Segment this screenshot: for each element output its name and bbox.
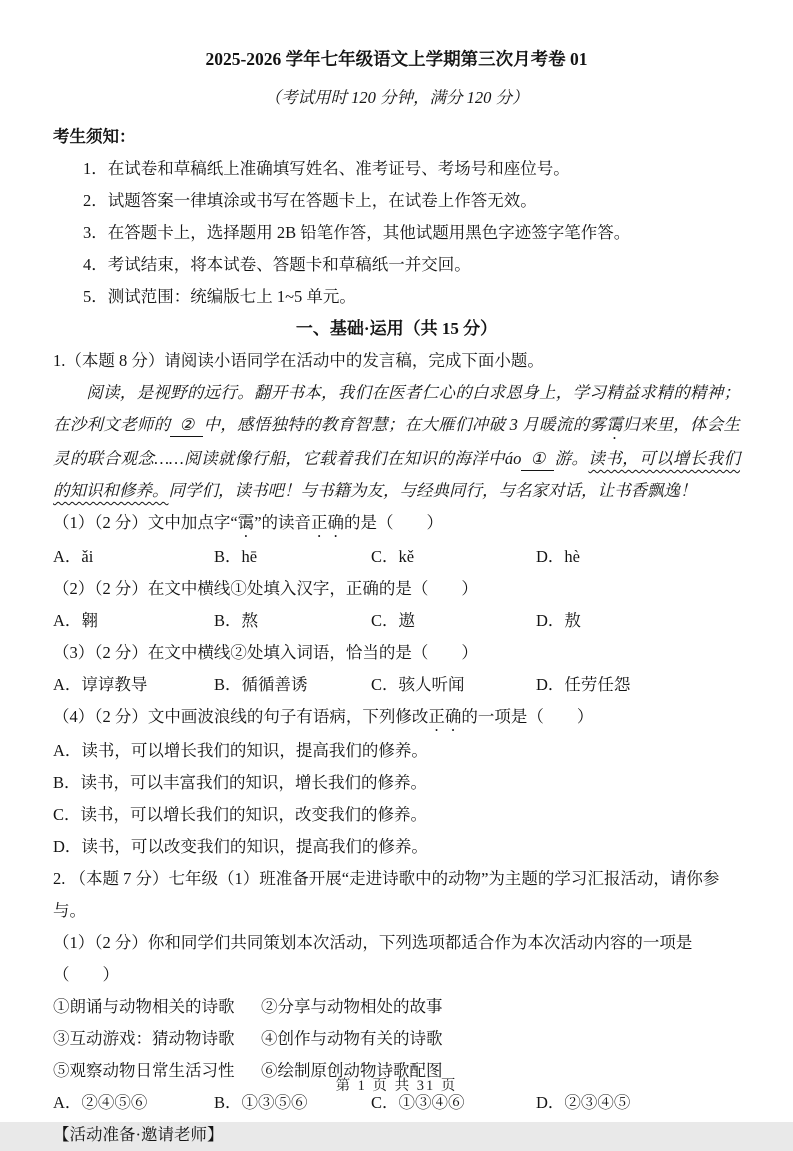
option-c: C．①③④⑥ bbox=[371, 1093, 465, 1112]
option-a: A．ǎi bbox=[53, 547, 94, 566]
option-d: D．②③④⑤ bbox=[536, 1093, 631, 1112]
activity-item-2: ②分享与动物相处的故事 bbox=[261, 997, 443, 1016]
option-d: D．读书，可以改变我们的知识，提高我们的修养。 bbox=[53, 837, 428, 856]
emphasized-char: 霭 bbox=[237, 513, 255, 532]
question-1-2: （2）（2 分）在文中横线①处填入汉字，正确的是（ ） bbox=[53, 579, 478, 598]
options-row bbox=[53, 669, 740, 701]
passage-text: 阅读，是视野的远行。翻开书本，我们在医者仁心的白求恩身上，学习精益求精的精神；在沙利文老师的 bbox=[53, 383, 740, 434]
option-c: C．读书，可以增长我们的知识，改变我们的修养。 bbox=[53, 805, 428, 824]
question-1-3: （3）（2 分）在文中横线②处填入词语，恰当的是（ ） bbox=[53, 643, 478, 662]
question-2-1: （1）（2 分）你和同学们共同策划本次活动，下列选项都适合作为本次活动内容的一项是（ ） bbox=[53, 933, 693, 984]
option-d: D．hè bbox=[536, 547, 580, 566]
option-b: B．读书，可以丰富我们的知识，增长我们的修养。 bbox=[53, 773, 428, 792]
blank-1-number: ① bbox=[530, 449, 546, 468]
options-row bbox=[53, 605, 740, 637]
reading-passage bbox=[53, 377, 740, 507]
option-b: B．①③⑤⑥ bbox=[214, 1093, 308, 1112]
notice-item: 1．在试卷和草稿纸上准确填写姓名、准考证号、考场号和座位号。 bbox=[83, 159, 570, 178]
candidate-notice bbox=[53, 121, 740, 313]
question-text: （4）（2 分）文中画波浪线的句子有语病，下列修改 bbox=[53, 707, 429, 726]
emphasized-word: 正确 bbox=[428, 707, 462, 726]
question-2 bbox=[53, 863, 740, 1151]
activity-section-heading: 【活动准备·邀请老师】 bbox=[53, 1125, 224, 1144]
passage-text: 游。 bbox=[554, 449, 589, 468]
passage-text: 归来里，体会生灵的联合观念……阅读就像行船，它载着我们在知识的海洋中áo bbox=[53, 415, 741, 468]
option-c: C．kě bbox=[371, 547, 415, 566]
option-d: D．任劳任怨 bbox=[536, 675, 631, 694]
option-a: A．②④⑤⑥ bbox=[53, 1093, 148, 1112]
notice-item: 2．试题答案一律填涂或书写在答题卡上，在试卷上作答无效。 bbox=[83, 191, 537, 210]
question-1-intro: 1.（本题 8 分）请阅读小语同学在活动中的发言稿，完成下面小题。 bbox=[53, 351, 544, 370]
activity-item-1: ①朗诵与动物相关的诗歌 bbox=[53, 997, 235, 1016]
question-text: 的是（ ） bbox=[344, 513, 444, 532]
option-c: C．骇人听闻 bbox=[371, 675, 465, 694]
option-d: D．敖 bbox=[536, 611, 581, 630]
passage-text: 中，感悟独特的教育智慧；在大雁们冲破 3 月暖流的雾 bbox=[203, 415, 607, 434]
question-text: 的一项是（ ） bbox=[461, 707, 594, 726]
emphasized-char: 霭 bbox=[606, 415, 623, 434]
fill-blank-1 bbox=[521, 448, 554, 471]
wavy-underlined-sentence: 读书，可以增长我们的知识和修养。 bbox=[53, 449, 741, 500]
fill-blank-2 bbox=[170, 414, 203, 437]
option-c: C．遨 bbox=[371, 611, 416, 630]
option-b: B．hē bbox=[214, 547, 258, 566]
notice-heading: 考生须知： bbox=[53, 127, 136, 146]
question-1-4 bbox=[53, 701, 740, 735]
option-a: A．谆谆教导 bbox=[53, 675, 148, 694]
activity-row bbox=[53, 991, 740, 1023]
activity-row bbox=[53, 1023, 740, 1055]
question-1-1 bbox=[53, 507, 740, 541]
question-2-intro: 2. （本题 7 分）七年级（1）班准备开展“走进诗歌中的动物”为主题的学习汇报活动，请你参与。 bbox=[53, 869, 720, 920]
question-1 bbox=[53, 345, 740, 863]
emphasized-word: 正确 bbox=[311, 513, 345, 532]
options-row bbox=[53, 541, 740, 573]
blank-2-number: ② bbox=[179, 415, 195, 434]
activity-item-3: ③互动游戏：猜动物诗歌 bbox=[53, 1029, 235, 1048]
notice-item: 3．在答题卡上，选择题用 2B 铅笔作答，其他试题用黑色字迹签字笔作答。 bbox=[83, 223, 631, 242]
option-b: B．熬 bbox=[214, 611, 259, 630]
option-b: B．循循善诱 bbox=[214, 675, 308, 694]
activity-item-6: ⑥绘制原创动物诗歌配图 bbox=[261, 1061, 443, 1080]
option-a: A．翱 bbox=[53, 611, 98, 630]
notice-item: 5．测试范围：统编版七上 1~5 单元。 bbox=[83, 287, 356, 306]
section-heading: 一、基础·运用（共 15 分） bbox=[295, 319, 498, 338]
page-subtitle: （考试用时 120 分钟，满分 120 分） bbox=[264, 88, 529, 107]
activity-item-5: ⑤观察动物日常生活习性 bbox=[53, 1061, 235, 1080]
notice-item: 4．考试结束，将本试卷、答题卡和草稿纸一并交回。 bbox=[83, 255, 471, 274]
activity-item-4: ④创作与动物有关的诗歌 bbox=[261, 1029, 443, 1048]
passage-text: 同学们，读书吧！与书籍为友，与经典同行，与名家对话，让书香飘逸！ bbox=[168, 481, 697, 500]
page-title: 2025-2026 学年七年级语文上学期第三次月考卷 01 bbox=[205, 49, 588, 69]
option-a: A．读书，可以增长我们的知识，提高我们的修养。 bbox=[53, 741, 428, 760]
page-number: 第 1 页 共 31 页 bbox=[335, 1078, 458, 1094]
question-text: （1）（2 分）文中加点字“ bbox=[53, 513, 238, 532]
question-text: ”的读音 bbox=[254, 513, 312, 532]
